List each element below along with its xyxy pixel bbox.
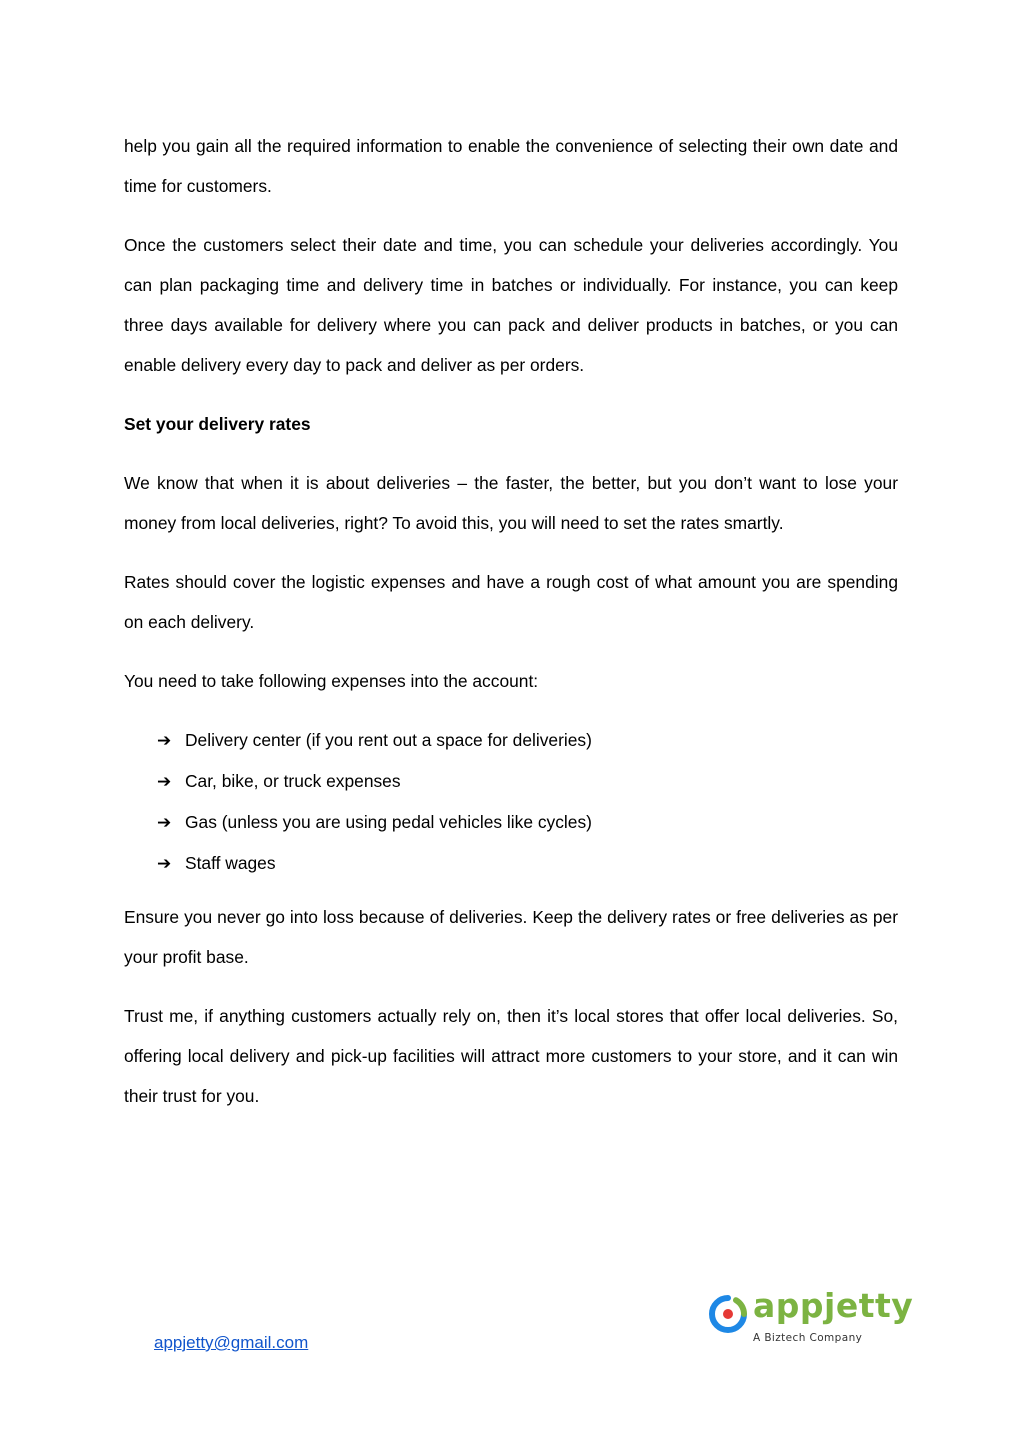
list-item xyxy=(157,802,898,843)
paragraph: Once the customers select their date and time, you can schedule your deliveries accordingly. You can plan packaging time and delivery time in batches or individually. For instance, you can keep three days available for delivery where you can pack and deliver products in batches, or you can enable delivery every day to pack and deliver as per orders. xyxy=(124,235,898,375)
paragraph: Ensure you never go into loss because of deliveries. Keep the delivery rates or free deliveries as per your profit base. xyxy=(124,907,898,967)
section-heading: Set your delivery rates xyxy=(124,414,311,434)
list-item xyxy=(157,843,898,884)
list-item xyxy=(157,720,898,761)
paragraph: Trust me, if anything customers actually rely on, then it’s local stores that offer local deliveries. So, offering local delivery and pick-up facilities will attract more customers to your store, and it can win their trust for you. xyxy=(124,1006,898,1106)
document-body xyxy=(124,126,898,1135)
arrow-right-icon: ➔ xyxy=(157,731,172,751)
arrow-right-icon: ➔ xyxy=(157,772,172,792)
list-item-text: Staff wages xyxy=(185,853,276,873)
appjetty-logo-mark-icon xyxy=(708,1294,748,1334)
list-item-text: Gas (unless you are using pedal vehicles like cycles) xyxy=(185,812,592,832)
list-item xyxy=(157,761,898,802)
footer-email-link[interactable]: appjetty@gmail.com xyxy=(154,1333,309,1352)
paragraph: help you gain all the required information to enable the convenience of selecting their own date and time for customers. xyxy=(124,136,898,196)
logo-tagline: A Biztech Company xyxy=(753,1332,863,1344)
paragraph: You need to take following expenses into the account: xyxy=(124,671,539,691)
expense-list xyxy=(124,720,898,884)
list-item-text: Car, bike, or truck expenses xyxy=(185,771,401,791)
logo-brand-name: appjetty xyxy=(753,1286,914,1325)
paragraph: We know that when it is about deliveries – the faster, the better, but you don’t want to lose your money from local deliveries, right? To avoid this, you will need to set the rates smartly. xyxy=(124,473,898,533)
list-item-text: Delivery center (if you rent out a space for deliveries) xyxy=(185,730,592,750)
arrow-right-icon: ➔ xyxy=(157,854,172,874)
arrow-right-icon: ➔ xyxy=(157,813,172,833)
appjetty-logo xyxy=(708,1286,914,1352)
paragraph: Rates should cover the logistic expenses and have a rough cost of what amount you are spending on each delivery. xyxy=(124,572,898,632)
